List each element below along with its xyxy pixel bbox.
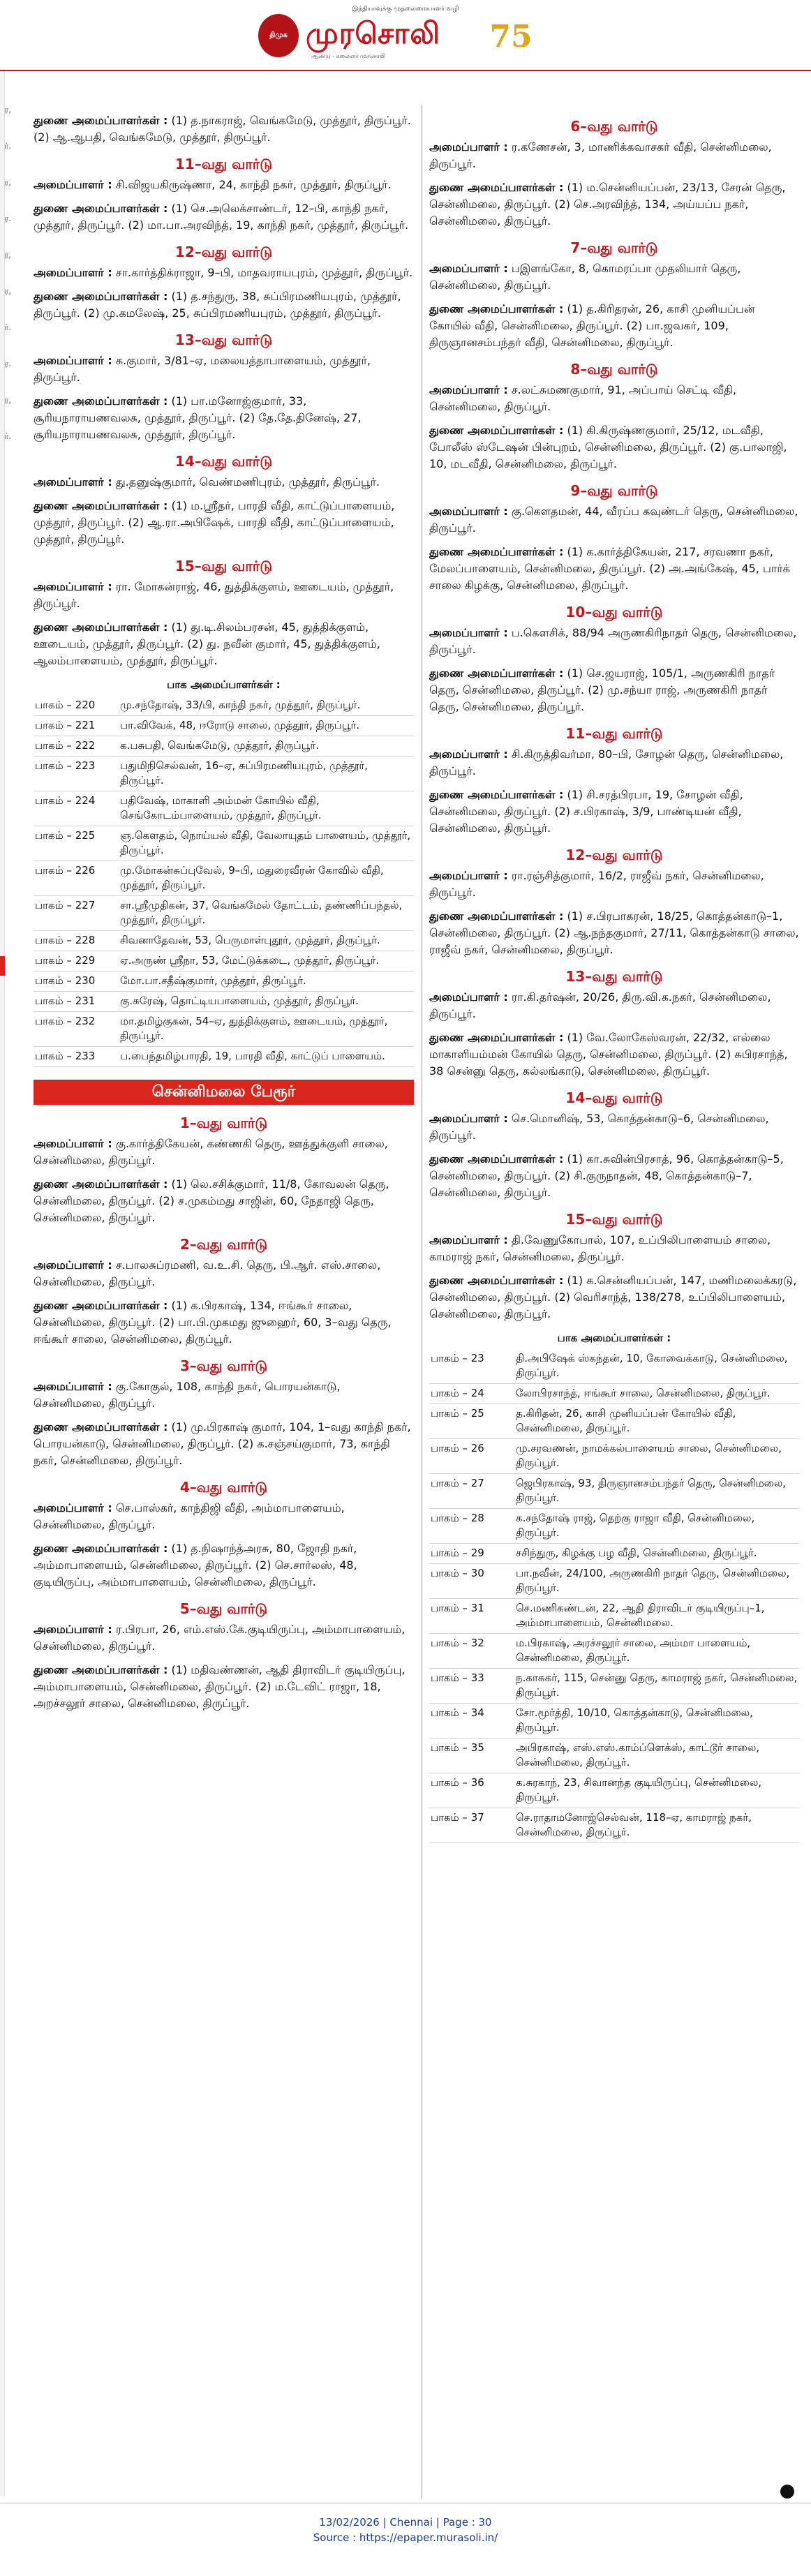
booth-appointee: ஏ.அருண் ஸ்ரீநா, 53, மேட்டுக்கடை, முத்தூர், திருப்பூர். xyxy=(119,951,414,971)
booth-table xyxy=(429,1349,799,1843)
newspaper-logo xyxy=(258,14,551,63)
booth-row xyxy=(429,1634,799,1669)
appointment-entry xyxy=(34,177,414,193)
role-label: துணை அமைப்பாளர்கள் : xyxy=(34,1420,168,1434)
booth-number: பாகம் – 36 xyxy=(429,1773,514,1808)
appointment-entry xyxy=(429,179,799,230)
booth-appointee: மு.மோகன்சுப்புவேல், 9–பி, மதுரைவீரன் கோவில் வீதி, முத்தூர், திருப்பூர். xyxy=(119,861,414,896)
booth-appointee: மு.சந்தோஷ், 33/பி, காந்தி நகர், முத்தூர், திருப்பூர். xyxy=(119,696,414,716)
role-label: அமைப்பாளர் : xyxy=(34,580,112,593)
appointee-details: (1) க.கார்த்திகேயன், 217, சரவணா நகர், மேலப்பாளையம், சென்னிமலை, திருப்பூர். (2) அ.அங்கேஷ், 45, பார்க் சாலை கிழக்கு, சென்னிமலை, திருப்பூர். xyxy=(429,545,790,592)
appointment-entry xyxy=(429,625,799,658)
appointee-details: (1) க.சென்னியப்பன், 147, மணிமலைக்கரடு, சென்னிமலை, திருப்பூர். (2) வெரிசாந்த், 138/278, உப்பிலிபாளையம், சென்னிமலை, திருப்பூர். xyxy=(429,1274,797,1320)
ward-heading: 5–வது வார்டு xyxy=(179,1600,268,1617)
booth-row xyxy=(429,1544,799,1564)
cropped-text-fragment: ர். xyxy=(4,322,12,332)
role-label: அமைப்பாளர் : xyxy=(429,869,508,882)
appointee-details: ரா. மோகன்ராஜ், 46, துத்திக்குளம், ஊடையம், முத்தூர், திருப்பூர். xyxy=(34,580,394,610)
appointee-details: (1) த.சந்துரு, 38, சுப்பிரமணியபுரம், முத்தூர், திருப்பூர். (2) மு.கமலேஷ், 25, சுப்பிரமணியபுரம், முத்தூர், திருப்பூர். xyxy=(34,290,401,320)
cropped-text-fragment: ர. xyxy=(4,214,12,223)
ward-heading: 13–வது வார்டு xyxy=(174,332,273,348)
appointee-details: ச.லட்சுமணகுமார், 91, அப்பாய் செட்டி வீதி, சென்னிமலை, திருப்பூர். xyxy=(429,383,737,413)
booth-row xyxy=(429,1808,799,1843)
role-label: துணை அமைப்பாளர்கள் : xyxy=(429,1031,564,1044)
appointment-entry xyxy=(429,544,799,594)
appointee-details: ச.பாலசுப்ரமணி, வ.உ.சி. தெரு, பி.ஆர். எஸ்.சாலை, சென்னிமலை, திருப்பூர். xyxy=(34,1258,381,1288)
role-label: துணை அமைப்பாளர்கள் : xyxy=(429,424,564,437)
appointee-details: (1) மு.பிரகாஷ் குமார், 104, 1–வது காந்தி நகர், பொரயன்காடு, சென்னிமலை, திருப்பூர். (2) க.சஞ்சய்குமார், 73, காந்தி நகர், சென்னிமலை, திருப்பூர். xyxy=(34,1420,411,1467)
ward-heading: 6–வது வார்டு xyxy=(570,118,658,135)
role-label: அமைப்பாளர் : xyxy=(34,1137,112,1150)
role-label: அமைப்பாளர் : xyxy=(429,626,508,639)
page-footer xyxy=(0,2503,811,2576)
role-label: அமைப்பாளர் : xyxy=(34,266,112,279)
booth-appointee: பா.நவீன், 24/100, அருணகிரி நாதர் தெரு, சென்னிமலை, திருப்பூர். xyxy=(514,1564,799,1599)
booth-row xyxy=(34,1012,414,1047)
booth-number: பாகம் – 29 xyxy=(429,1544,514,1564)
appointee-details: (1) த.நிஷாந்த்அரசு, 80, ஜோதி நகர், அம்மாபாளையம், சென்னிமலை, திருப்பூர். (2) செ.சார்லஸ், 48, குடியிருப்பு, அம்மாபாளையம், சென்னிமலை, திருப்பூர். xyxy=(34,1542,357,1588)
ward-heading: 15–வது வார்டு xyxy=(565,1211,663,1228)
appointment-entry xyxy=(429,422,799,472)
appointment-entry xyxy=(34,1500,414,1533)
appointment-entry xyxy=(429,746,799,780)
booth-number: பாகம் – 32 xyxy=(429,1634,514,1669)
appointment-entry xyxy=(429,908,799,958)
booth-appointee: மோ.பா.சதீஷ்குமார், முத்தூர், திருப்பூர். xyxy=(119,971,414,992)
booth-number: பாகம் – 33 xyxy=(429,1669,514,1704)
booth-number: பாகம் – 23 xyxy=(429,1349,514,1384)
appointee-details: (1) மதிவண்ணன், ஆதி திராவிடர் குடியிருப்பு, அம்மாபாளையம், சென்னிமலை, திருப்பூர். (2) ம.டேவிட் ராஜா, 18, அறச்சலூர் சாலை, சென்னிமலை, திருப்பூர். xyxy=(34,1663,406,1710)
cropped-text-fragment: ர, xyxy=(4,177,12,187)
appointment-entry xyxy=(34,352,414,386)
appointment-entry xyxy=(429,1272,799,1323)
role-label: அமைப்பாளர் : xyxy=(34,178,112,191)
appointee-details: சா.கார்த்திக்ராஜா, 9–பி, மாதவராயபுரம், முத்தூர், திருப்பூர். xyxy=(112,266,413,279)
role-label: அமைப்பாளர் : xyxy=(429,1112,508,1125)
ward-heading: 10–வது வார்டு xyxy=(565,604,663,620)
cropped-text-fragment: ர். xyxy=(4,141,12,151)
booth-appointee: தி.அபிஷேக் ஸ்கந்தன், 10, கோவைக்காடு, சென்னிமலை, திருப்பூர். xyxy=(514,1349,799,1384)
appointee-details: (1) செ.ஜயராஜ், 105/1, அருணகிரி நாதர் தெரு, சென்னிமலை, திருப்பூர். (2) மு.சந்யா ராஜ், அருணகிரி நாதர் தெரு, சென்னிமலை, திருப்பூர். xyxy=(429,667,775,713)
appointee-details: (1) கி.கிருஷ்ணகுமார், 25/12, மடவீதி, போலீஸ் ஸ்டேஷன் பின்புறம், சென்னிமலை, திருப்பூர். (2) கு.பாலாஜி, 10, மடவீதி, சென்னிமலை, திருப்பூர். xyxy=(429,424,787,470)
appointment-entry xyxy=(34,288,414,322)
booth-number: பாகம் – 223 xyxy=(34,757,119,791)
booth-row xyxy=(34,951,414,971)
booth-number: பாகம் – 221 xyxy=(34,716,119,736)
ward-heading: 7–வது வார்டு xyxy=(570,239,658,256)
booth-appointee: அபிரகாஷ், எஸ்.எஸ்.காம்ப்ளெக்ஸ், காட்டூர் சாலை, சென்னிமலை, திருப்பூர். xyxy=(514,1739,799,1773)
appointee-details: பஇளங்கோ, 8, கொமரப்பா முதலியார் தெரு, சென்னிமலை, திருப்பூர். xyxy=(429,262,741,292)
role-label: துணை அமைப்பாளர்கள் : xyxy=(429,788,564,801)
role-label: துணை அமைப்பாளர்கள் : xyxy=(429,1152,564,1166)
cropped-text-fragment: ர, xyxy=(4,105,12,114)
ward-heading: 12–வது வார்டு xyxy=(565,847,663,863)
cropped-text-fragment: ர. xyxy=(4,359,12,368)
booth-appointee: செ.மணிகண்டன், 22, ஆதி திராவிடர் குடியிருப்பு–1, அம்மாபாளையம், சென்னிமலை. xyxy=(514,1599,799,1634)
ward-heading: 4–வது வார்டு xyxy=(179,1479,268,1496)
role-label: துணை அமைப்பாளர்கள் : xyxy=(429,1274,564,1287)
appointee-details: கு.கௌதமன், 44, வீரப்ப கவுண்டர் தெரு, சென்னிமலை, திருப்பூர். xyxy=(429,505,798,535)
ward-heading: 2–வது வார்டு xyxy=(179,1236,268,1253)
booth-appointee: ந.காசுகர், 115, சென்னு தெரு, காமராஜ் நகர், சென்னிமலை, திருப்பூர். xyxy=(514,1669,799,1704)
booth-row xyxy=(429,1564,799,1599)
booth-appointee: செ.ராதாமனோஜ்செல்வன், 118–ஏ, காமராஜ் நகர், சென்னிமலை, திருப்பூர். xyxy=(514,1808,799,1843)
appointee-details: செ.பாஸ்கர், காந்திஜி வீதி, அம்மாபாளையம், சென்னிமலை, திருப்பூர். xyxy=(34,1501,345,1531)
appointee-details: (1) வே.லோகேஸ்வரன், 22/32, எல்லை மாகாளியம்மன் கோயில் தெரு, சென்னிமலை, திருப்பூர். (2) சுபிரசாந்த், 38 சென்னு தெரு, கல்லங்காடு, சென்னிமலை, திருப்பூர். xyxy=(429,1031,788,1078)
booth-number: பாகம் – 31 xyxy=(429,1599,514,1634)
booth-row xyxy=(429,1773,799,1808)
booth-number: பாகம் – 228 xyxy=(34,931,119,951)
role-label: துணை அமைப்பாளர்கள் : xyxy=(34,290,168,303)
section-banner: சென்னிமலை பேரூர் xyxy=(34,1080,414,1105)
footer-source-link[interactable]: Source : https://epaper.murasoli.in/ xyxy=(313,2531,498,2544)
role-label: அமைப்பாளர் : xyxy=(429,1233,508,1246)
appointment-entry xyxy=(429,139,799,172)
role-label: அமைப்பாளர் : xyxy=(429,747,508,761)
booth-row xyxy=(34,757,414,791)
page-continue-icon xyxy=(780,2485,794,2499)
appointment-entry xyxy=(429,382,799,415)
booth-number: பாகம் – 232 xyxy=(34,1012,119,1047)
appointee-details: து.தனுஷ்குமார், வெண்மணிபுரம், முத்தூர், திருப்பூர். xyxy=(112,475,380,489)
role-label: அமைப்பாளர் : xyxy=(429,505,508,518)
role-label: அமைப்பாளர் : xyxy=(429,262,508,275)
appointment-entry xyxy=(34,1621,414,1655)
masthead xyxy=(0,0,811,70)
newspaper-subtitle: ஆண்டு - கலைஞர் முரசொலி xyxy=(311,53,386,59)
booth-row xyxy=(34,716,414,736)
ward-heading: 3–வது வார்டு xyxy=(179,1357,268,1374)
ward-heading: 9–வது வார்டு xyxy=(570,482,658,499)
appointee-details: (1) லெ.சசிக்குமார், 11/8, கோவலன் தெரு, சென்னிமலை, திருப்பூர். (2) ச.முகம்மது சாஜின், 60, நேதாஜி தெரு, சென்னிமலை, திருப்பூர். xyxy=(34,1177,389,1224)
booth-number: பாகம் – 229 xyxy=(34,951,119,971)
booth-appointee: மா.தமிழ்குகன், 54–ஏ, துத்திக்குளம், ஊடையம், முத்தூர், திருப்பூர். xyxy=(119,1012,414,1047)
appointment-entry xyxy=(34,265,414,281)
booth-appointee: சா.ஸ்ரீமுதிகன், 37, வெங்கமேல் தோட்டம், தண்ணிப்பந்தல், முத்தூர், திருப்பூர். xyxy=(119,896,414,931)
booth-number: பாகம் – 226 xyxy=(34,861,119,896)
booth-number: பாகம் – 222 xyxy=(34,736,119,757)
appointee-details: (1) கா.சுவின்பிரசாத், 96, கொத்தன்காடு–5, சென்னிமலை, திருப்பூர். (2) சி.குருநாதன், 48, கொத்தன்காடு–7, சென்னிமலை, திருப்பூர். xyxy=(429,1152,784,1199)
role-label: அமைப்பாளர் : xyxy=(34,354,112,367)
appointment-entry xyxy=(34,1297,414,1348)
booth-row xyxy=(34,1047,414,1067)
booth-row xyxy=(429,1669,799,1704)
appointment-entry xyxy=(34,474,414,491)
appointee-details: ர.பிரபா, 26, எம்.எஸ்.கே.குடியிருப்பு, அம்மாபாளையம், சென்னிமலை, திருப்பூர். xyxy=(34,1623,406,1653)
role-label: துணை அமைப்பாளர்கள் : xyxy=(34,1177,168,1191)
booth-row xyxy=(429,1509,799,1544)
booth-row xyxy=(429,1349,799,1384)
booth-row xyxy=(34,896,414,931)
appointee-details: செ.மொனிஷ், 53, கொத்தன்காடு–6, சென்னிமலை, திருப்பூர். xyxy=(429,1112,769,1142)
appointment-entry xyxy=(34,1136,414,1169)
booth-appointee: க.சந்தோஷ் ராஜ், தெற்கு ராஜா வீதி, சென்னிமலை, திருப்பூர். xyxy=(514,1509,799,1544)
appointment-entry xyxy=(34,1419,414,1469)
booth-number: பாகம் – 25 xyxy=(429,1404,514,1439)
booth-row xyxy=(34,861,414,896)
booth-appointee: க.சுரகாந், 23, சிவானந்த குடியிருப்பு, சென்னிமலை, திருப்பூர். xyxy=(514,1773,799,1808)
cropped-text-fragment: ர, xyxy=(4,286,12,296)
appointee-details: (1) செ.அலெக்சாண்டர், 12–பி, காந்தி நகர், முத்தூர், திருப்பூர். (2) மா.பா.அரவிந்த், 19, காந்தி நகர், முத்தூர், திருப்பூர். xyxy=(34,202,409,232)
booth-row xyxy=(429,1384,799,1404)
booth-number: பாகம் – 227 xyxy=(34,896,119,931)
appointee-details: (1) சி.சரத்பிரபா, 19, சோழன் வீதி, சென்னிமலை, திருப்பூர். (2) ச.பிரகாஷ், 3/9, பாண்டியன் வீதி, சென்னிமலை, திருப்பூர். xyxy=(429,788,743,835)
booth-row xyxy=(34,791,414,826)
booth-row xyxy=(34,971,414,992)
appointment-entry xyxy=(429,260,799,294)
appointment-entry xyxy=(34,579,414,612)
role-label: துணை அமைப்பாளர்கள் : xyxy=(34,114,168,127)
booth-appointee: சசிந்துரு, கிழக்கு பழ வீதி, சென்னிமலை, திருப்பூர். xyxy=(514,1544,799,1564)
appointee-details: ரா.ரஞ்சித்குமார், 16/2, ராஜீவ் நகர், சென்னிமலை, திருப்பூர். xyxy=(429,869,764,899)
booth-row xyxy=(34,736,414,757)
booth-appointee: ஞ.கௌதம், நொய்யல் வீதி, வேலாயுதம் பாளையம், முத்தூர், திருப்பூர். xyxy=(119,826,414,861)
appointee-details: க.குமார், 3/81–ஏ, மலையத்தாபாளையம், முத்தூர், திருப்பூர். xyxy=(34,354,371,384)
appointment-entry xyxy=(429,665,799,715)
role-label: துணை அமைப்பாளர்கள் : xyxy=(34,620,168,634)
newspaper-title: முரசொலி xyxy=(306,16,440,50)
role-label: அமைப்பாளர் : xyxy=(429,990,508,1004)
left-edge-fragments xyxy=(4,105,14,468)
appointment-entry xyxy=(429,787,799,837)
appointee-details: (1) ம.சென்னியப்பன், 23/13, சேரன் தெரு, சென்னிமலை, திருப்பூர். (2) செ.அரவிந்த், 134, அய்யப்ப நகர், சென்னிமலை, திருப்பூர். xyxy=(429,181,786,228)
booth-row xyxy=(429,1404,799,1439)
booth-number: பாகம் – 35 xyxy=(429,1739,514,1773)
booth-appointee: ஜெபிரகாஷ், 93, திருஞானசம்பந்தர் தெரு, சென்னிமலை, திருப்பூர். xyxy=(514,1474,799,1509)
booth-row xyxy=(34,931,414,951)
appointee-details: ர.கணேசன், 3, மாணிக்கவாசகர் வீதி, சென்னிமலை, திருப்பூர். xyxy=(429,140,772,170)
appointee-details: ப.கௌசிக், 88/94 அருணகிரிநாதர் தெரு, சென்னிமலை, திருப்பூர். xyxy=(429,626,797,656)
booth-appointee: கு.சுரேஷ், தொட்டியபாளையம், முத்தூர், திருப்பூர். xyxy=(119,992,414,1012)
ward-heading: 15–வது வார்டு xyxy=(174,558,273,574)
booth-row xyxy=(429,1439,799,1474)
appointment-entry xyxy=(34,1176,414,1226)
booth-appointee: பதுமிநிசெல்வன், 16–ஏ, சுப்பிரமணியபுரம், முத்தூர், திருப்பூர். xyxy=(119,757,414,791)
appointment-entry xyxy=(34,619,414,669)
appointment-entry xyxy=(34,1257,414,1290)
booth-row xyxy=(34,826,414,861)
appointee-details: கு.கோகுல், 108, காந்தி நகர், பொரயன்காடு, சென்னிமலை, திருப்பூர். xyxy=(34,1380,341,1410)
appointee-details: ரா.கி.தர்ஷன், 20/26, திரு.வி.க.நகர், சென்னிமலை, திருப்பூர். xyxy=(429,990,771,1020)
booth-row xyxy=(429,1704,799,1739)
appointee-details: கு.கார்த்திகேயன், கண்ணகி தெரு, ஊத்துக்குளி சாலை, சென்னிமலை, திருப்பூர். xyxy=(34,1137,388,1167)
booth-number: பாகம் – 30 xyxy=(429,1564,514,1599)
booth-row xyxy=(429,1739,799,1773)
booth-appointee: ப.பைந்தமிழ்பாரதி, 19, பாரதி வீதி, காட்டுப் பாளையம். xyxy=(119,1047,414,1067)
appointment-entry xyxy=(34,1662,414,1712)
booth-number: பாகம் – 233 xyxy=(34,1047,119,1067)
ward-heading: 12–வது வார்டு xyxy=(174,244,273,260)
booth-number: பாகம் – 230 xyxy=(34,971,119,992)
ward-heading: 8–வது வார்டு xyxy=(570,361,658,378)
booth-appointee: சோ.மூர்த்தி, 10/10, கொத்தன்காடு, சென்னிமலை, திருப்பூர். xyxy=(514,1704,799,1739)
ward-heading: 13–வது வார்டு xyxy=(565,968,663,985)
party-emblem-icon: திமுக xyxy=(258,14,299,57)
booth-appointee: லோபிரசாந்த், ஈங்கூர் சாலை, சென்னிமலை, திருப்பூர். xyxy=(514,1384,799,1404)
appointment-entry xyxy=(34,498,414,548)
booth-row xyxy=(429,1474,799,1509)
role-label: அமைப்பாளர் : xyxy=(34,475,112,489)
ward-heading: 1–வது வார்டு xyxy=(179,1115,268,1131)
appointment-entry xyxy=(429,301,799,351)
booth-appointee: த.கிரிதன், 26, காசி முனியப்பன் கோயில் வீதி, சென்னிமலை, திருப்பூர். xyxy=(514,1404,799,1439)
booth-section-heading: பாக அமைப்பாளர்கள் : xyxy=(167,678,281,691)
booth-appointee: மு.சரவணன், நாமக்கல்பாளையம் சாலை, சென்னிமலை, திருப்பூர். xyxy=(514,1439,799,1474)
role-label: அமைப்பாளர் : xyxy=(34,1501,112,1514)
appointment-entry xyxy=(429,868,799,901)
appointment-entry xyxy=(429,1110,799,1144)
booth-table xyxy=(34,696,414,1067)
role-label: அமைப்பாளர் : xyxy=(34,1380,112,1393)
ward-heading: 14–வது வார்டு xyxy=(174,453,273,470)
booth-row xyxy=(34,696,414,716)
role-label: துணை அமைப்பாளர்கள் : xyxy=(429,302,564,315)
appointment-entry xyxy=(34,1378,414,1412)
booth-appointee: ம.பிரகாஷ், அரச்சலூர் சாலை, அம்மா பாளையம், சென்னிமலை, திருப்பூர். xyxy=(514,1634,799,1669)
role-label: துணை அமைப்பாளர்கள் : xyxy=(34,499,168,512)
role-label: துணை அமைப்பாளர்கள் : xyxy=(34,1663,168,1676)
booth-number: பாகம் – 34 xyxy=(429,1704,514,1739)
role-label: அமைப்பாளர் : xyxy=(34,1623,112,1636)
appointment-entry xyxy=(429,1232,799,1265)
appointee-details: சி.விஜயகிருஷ்ணா, 24, காந்தி நகர், முத்தூர், திருப்பூர். xyxy=(112,178,392,191)
appointee-details: (1) ச.பிரபாகரன், 18/25, கொத்தன்காடு–1, சென்னிமலை, திருப்பூர். (2) ஆ.நந்தகுமார், 27/11, கொத்தன்காடு சாலை, ராஜீவ் நகர், சென்னிமலை, திருப்பூர். xyxy=(429,909,799,956)
booth-number: பாகம் – 37 xyxy=(429,1808,514,1843)
cropped-text-fragment: ர். xyxy=(4,431,12,441)
footer-date: 13/02/2026 | Chennai | Page : 30 xyxy=(319,2516,492,2529)
appointment-entry xyxy=(429,1151,799,1201)
booth-row xyxy=(429,1599,799,1634)
left-edge-marker xyxy=(0,956,5,976)
appointment-entry xyxy=(34,393,414,443)
booth-appointee: பா.விவேக், 48, ஈரோடு சாலை, முத்தூர், திருப்பூர். xyxy=(119,716,414,736)
appointee-details: தி.வேணுகோபால், 107, உப்பிலிபாளையம் சாலை, காமராஜ் நகர், சென்னிமலை, திருப்பூர். xyxy=(429,1233,771,1263)
ward-heading: 11–வது வார்டு xyxy=(565,725,663,742)
booth-appointee: சிவனாதேவன், 53, பெருமாள்புதூர், முத்தூர், திருப்பூர். xyxy=(119,931,414,951)
appointment-entry xyxy=(34,200,414,234)
role-label: துணை அமைப்பாளர்கள் : xyxy=(429,181,564,194)
booth-appointee: பதிவேஷ், மாகாளி அம்மன் கோயில் வீதி, செங்கோடம்பாளையம், முத்தூர், திருப்பூர். xyxy=(119,791,414,826)
appointment-entry xyxy=(34,1540,414,1591)
role-label: துணை அமைப்பாளர்கள் : xyxy=(34,1542,168,1555)
appointee-details: (1) க.பிரகாஷ், 134, ஈங்கூர் சாலை, சென்னிமலை, திருப்பூர். (2) பா.பி.முகமது ஜுஹைர், 60, 3–வது தெரு, ஈங்கூர் சாலை, சென்னிமலை, திருப்பூர். xyxy=(34,1299,392,1346)
booth-section-heading: பாக அமைப்பாளர்கள் : xyxy=(557,1332,671,1344)
appointment-entry xyxy=(429,1029,799,1080)
masthead-rule xyxy=(0,70,811,71)
role-label: துணை அமைப்பாளர்கள் : xyxy=(429,667,564,680)
appointment-entry xyxy=(429,503,799,537)
role-label: அமைப்பாளர் : xyxy=(429,140,508,154)
role-label: துணை அமைப்பாளர்கள் : xyxy=(34,1299,168,1312)
booth-appointee: க.பசுபதி, வெங்கமேடு, முத்தூர், திருப்பூர். xyxy=(119,736,414,757)
ward-heading: 11–வது வார்டு xyxy=(174,156,273,172)
masthead-tagline: இந்தியாவுக்கு முதலைமையாளர் வழி xyxy=(352,6,459,13)
appointee-details: சி.கிருத்திவர்மா, 80–பி, சோழன் தெரு, சென்னிமலை, திருப்பூர். xyxy=(429,747,784,777)
appointee-details: (1) த.கிரிதரன், 26, காசி முனியப்பன் கோயில் வீதி, சென்னிமலை, திருப்பூர். (2) பா.ஜவகர், 109, திருஞானசம்பந்தர் வீதி, சென்னிமலை, திருப்பூர். xyxy=(429,302,755,349)
role-label: துணை அமைப்பாளர்கள் : xyxy=(34,394,168,408)
anniversary-badge: 75 xyxy=(489,19,533,54)
appointee-details: (1) ம.ஸ்ரீதர், பாரதி வீதி, காட்டுப்பாளையம், முத்தூர், திருப்பூர். (2) ஆ.ரா.அபிஷேக், பாரதி வீதி, காட்டுப்பாளையம், முத்தூர், திருப்பூர். xyxy=(34,499,395,546)
booth-number: பாகம் – 26 xyxy=(429,1439,514,1474)
appointment-entry xyxy=(429,989,799,1022)
role-label: துணை அமைப்பாளர்கள் : xyxy=(429,909,564,923)
cropped-text-fragment: ர, xyxy=(4,250,12,260)
booth-number: பாகம் – 28 xyxy=(429,1509,514,1544)
role-label: அமைப்பாளர் : xyxy=(429,383,508,396)
appointee-details: (1) பா.மனோஜ்குமார், 33, சூரியநாராயணவலசு, முத்தூர், திருப்பூர். (2) தே.தே.தினேஷ், 27, சூரியநாராயணவலசு, முத்தூர், திருப்பூர். xyxy=(34,394,362,441)
appointee-details: (1) த.நாகராஜ், வெங்கமேடு, முத்தூர், திருப்பூர். (2) ஆ.ஆபதி, வெங்கமேடு, முத்தூர், திருப்பூர். xyxy=(34,114,411,144)
booth-row xyxy=(34,992,414,1012)
role-label: துணை அமைப்பாளர்கள் : xyxy=(429,545,564,558)
appointment-entry xyxy=(34,112,414,146)
booth-number: பாகம் – 220 xyxy=(34,696,119,716)
booth-number: பாகம் – 231 xyxy=(34,992,119,1012)
booth-number: பாகம் – 27 xyxy=(429,1474,514,1509)
booth-number: பாகம் – 24 xyxy=(429,1384,514,1404)
appointee-details: (1) து.டி.சிலம்பரசன், 45, துத்திக்குளம், ஊடையம், முத்தூர், திருப்பூர். (2) து. நவீன் குமார், 45, துத்திக்குளம், ஆலம்பாளையம், முத்தூர், திருப்பூர். xyxy=(34,620,380,667)
role-label: துணை அமைப்பாளர்கள் : xyxy=(34,202,168,215)
cropped-text-fragment: ர, xyxy=(4,395,12,405)
ward-heading: 14–வது வார்டு xyxy=(565,1089,663,1106)
left-column xyxy=(34,108,414,1719)
role-label: அமைப்பாளர் : xyxy=(34,1258,112,1272)
booth-number: பாகம் – 224 xyxy=(34,791,119,826)
right-column xyxy=(429,108,799,1843)
booth-number: பாகம் – 225 xyxy=(34,826,119,861)
